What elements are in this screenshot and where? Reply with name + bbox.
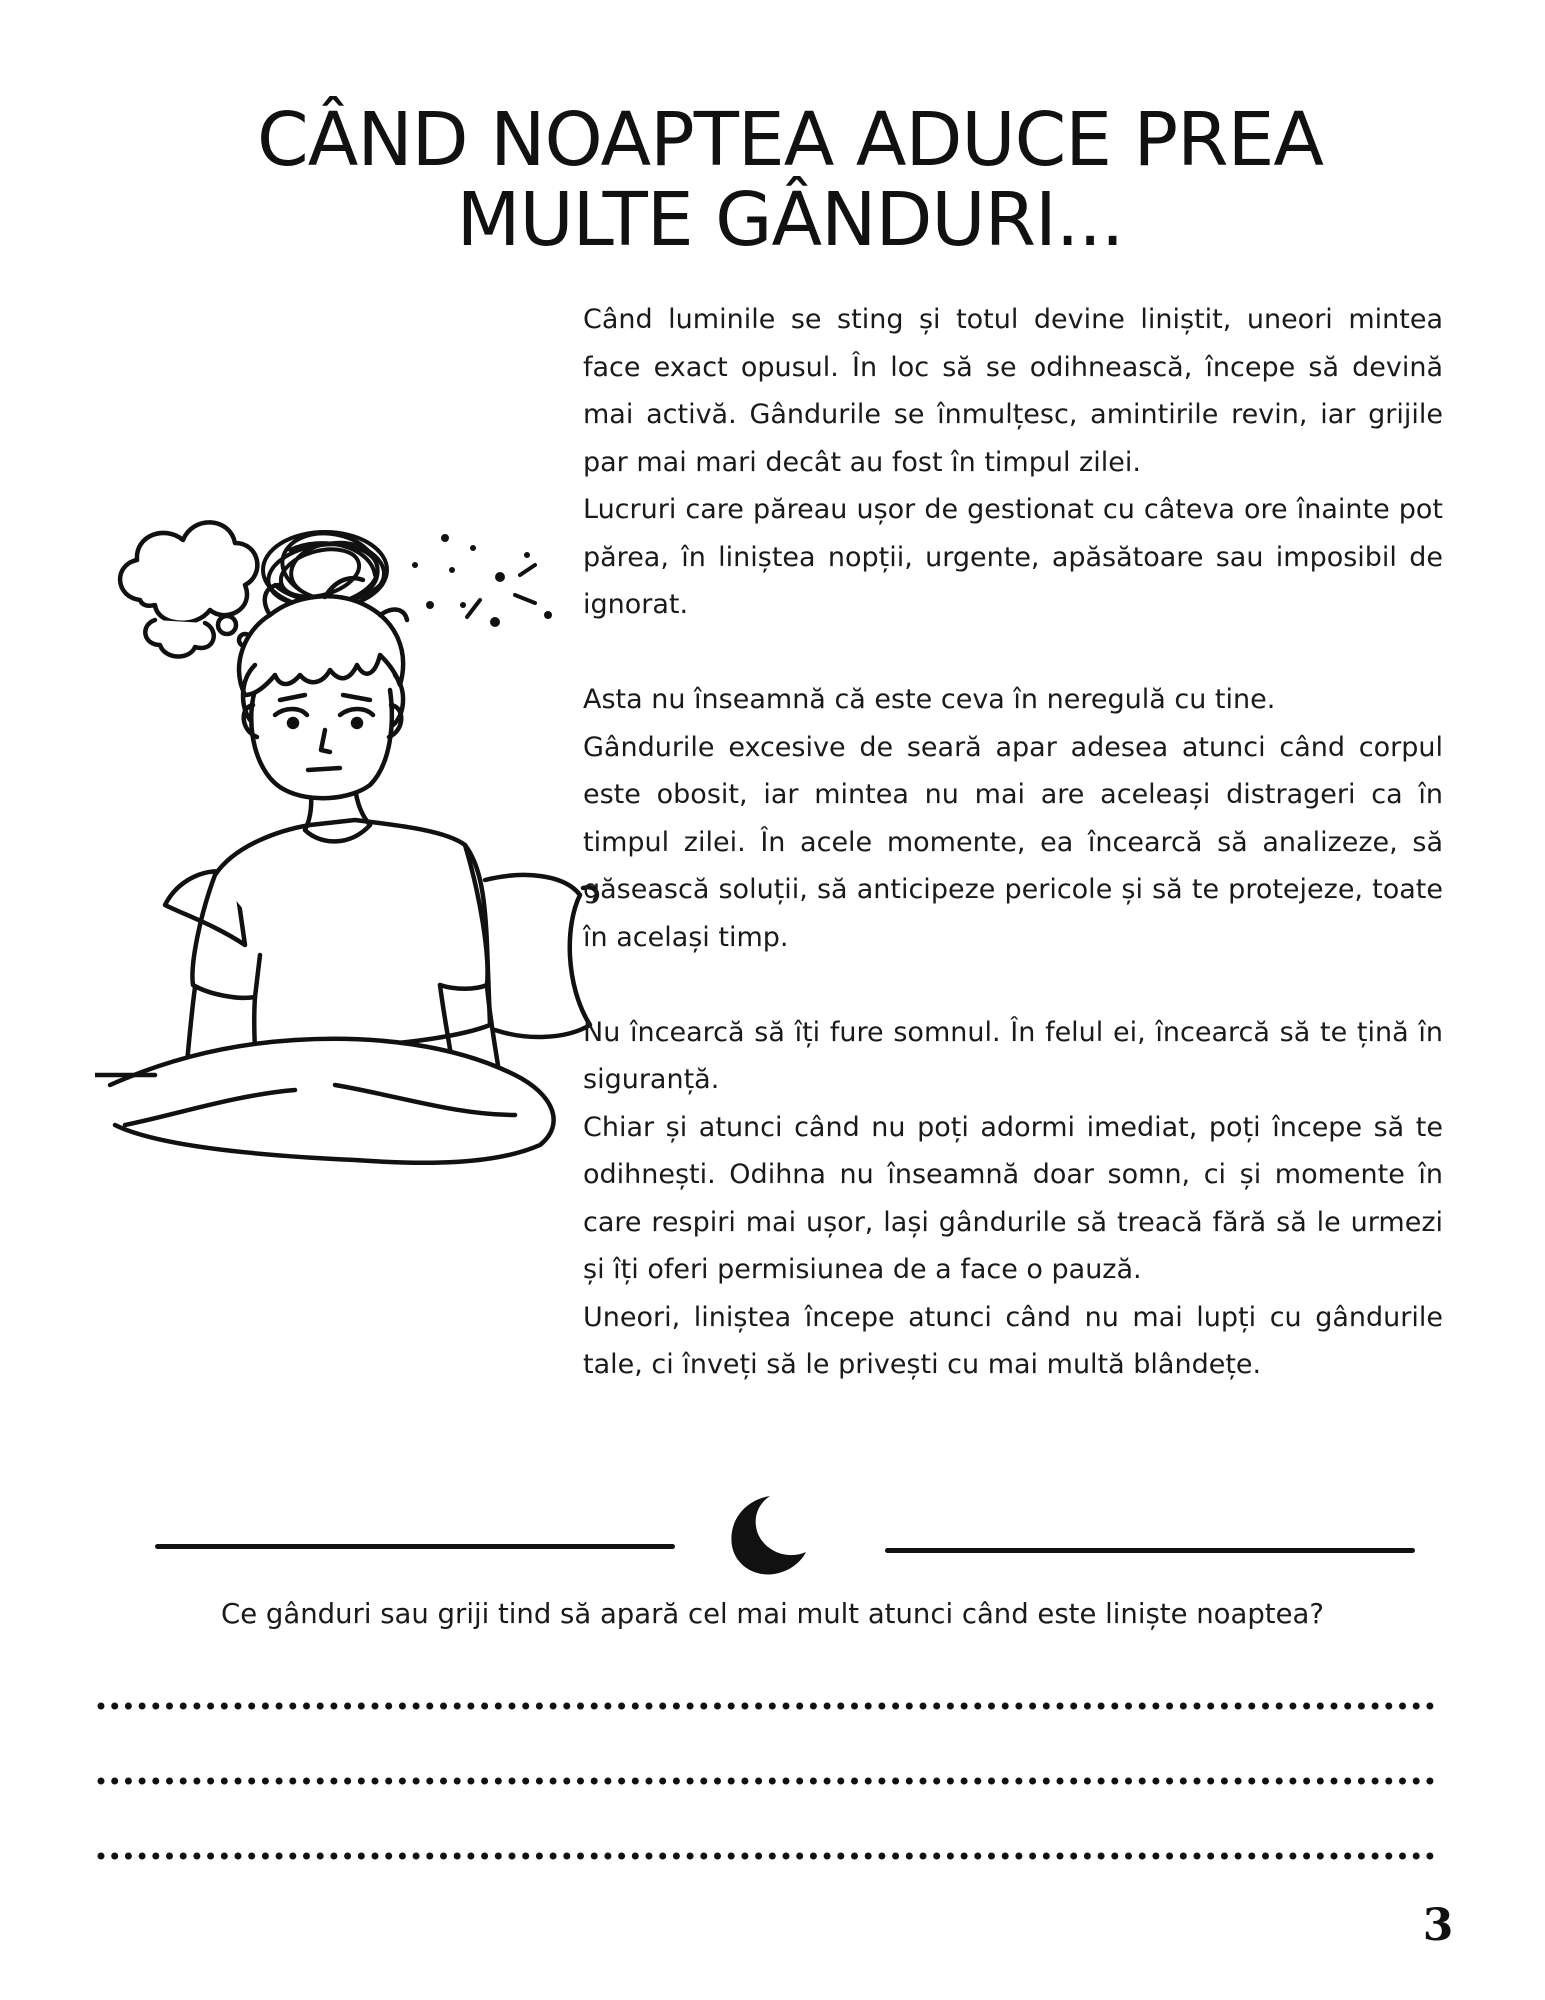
moon-icon: [722, 1490, 814, 1582]
reflection-question: Ce gânduri sau griji tind să apară cel mai mult atunci când este liniște noaptea?: [221, 1598, 1324, 1630]
paragraph-6: Chiar și atunci când nu poți adormi imediat, poți începe să te odihnești. Odihna nu înseamnă doar somn, ci și momente în care respiri mai ușor, lași gândurile să treacă fără să le urmezi și îți oferi permisiunea de a face o pauză.: [583, 1111, 1443, 1285]
page-number: 3: [1422, 1900, 1454, 1951]
sleepless-person-illustration: [95, 425, 600, 1235]
divider-line-right: [885, 1548, 1415, 1553]
page-title: [0, 97, 1545, 263]
paragraph-1: Când luminile se sting și totul devine liniștit, uneori mintea face exact opusul. În loc să se odihnească, începe să devină mai activă. Gândurile se înmulțesc, amintirile revin, iar grijile par mai mari decât au fost în timpul zilei.: [583, 304, 1443, 478]
answer-line-1[interactable]: [95, 1700, 1440, 1712]
answer-line-2[interactable]: [95, 1775, 1440, 1787]
divider-line-left: [155, 1544, 675, 1549]
answer-line-3[interactable]: [95, 1850, 1440, 1862]
paragraph-5: Nu încearcă să îți fure somnul. În felul ei, încearcă să te țină în siguranță.: [583, 1016, 1443, 1095]
paragraph-7: Uneori, liniștea începe atunci când nu mai lupți cu gândurile tale, ci înveți să le privești cu mai multă blândețe.: [583, 1301, 1443, 1380]
paragraph-3: Asta nu înseamnă că este ceva în neregulă cu tine.: [583, 684, 1276, 715]
paragraph-4: Gândurile excesive de seară apar adesea atunci când corpul este obosit, iar mintea nu mai are aceleași distrageri ca în timpul zilei. În acele momente, ea încearcă să analizeze, să găsească soluții, să anticipeze pericole și să te protejeze, toate în același timp.: [583, 731, 1443, 953]
title-line-2: MULTE GÂNDURI...: [456, 177, 1124, 263]
title-line-1: CÂND NOAPTEA ADUCE PREA: [257, 97, 1323, 183]
paragraph-2: Lucruri care păreau ușor de gestionat cu câteva ore înainte pot părea, în liniștea nopții, urgente, apăsătoare sau imposibil de ignorat.: [583, 494, 1443, 620]
body-text: [583, 296, 1443, 1389]
thought-cloud-icon: [120, 522, 257, 656]
scattered-dots-icon: [412, 534, 552, 627]
